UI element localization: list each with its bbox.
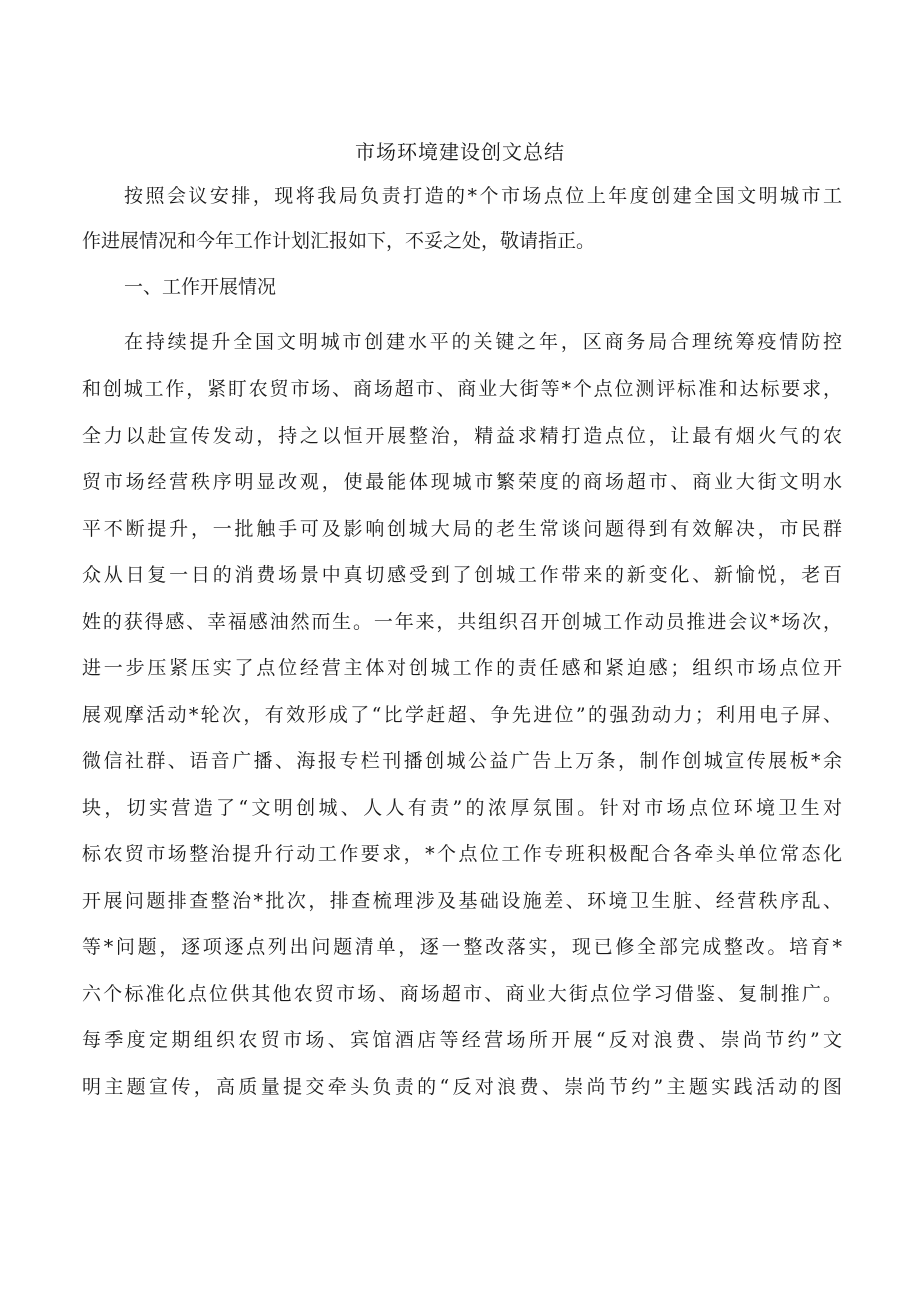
section-heading: 一、工作开展情况 <box>124 276 277 298</box>
paragraph-line: 姓的获得感、幸福感油然而生。一年来，共组织召开创城工作动员推进会议*场次， <box>82 611 842 633</box>
paragraph-line: 微信社群、语音广播、海报专栏刊播创城公益广告上万条，制作创城宣传展板*余 <box>82 750 842 772</box>
paragraph-line: 全力以赴宣传发动，持之以恒开展整治，精益求精打造点位，让最有烟火气的农 <box>82 425 842 447</box>
paragraph-line: 和创城工作，紧盯农贸市场、商场超市、商业大街等*个点位测评标准和达标要求， <box>82 378 842 400</box>
paragraph-line: 明主题宣传，高质量提交牵头负责的“反对浪费、崇尚节约”主题实践活动的图 <box>82 1076 842 1098</box>
paragraph-line: 贸市场经营秩序明显改观，使最能体现城市繁荣度的商场超市、商业大街文明水 <box>82 471 842 493</box>
document-title: 市场环境建设创文总结 <box>355 140 565 164</box>
paragraph-line: 标农贸市场整治提升行动工作要求，*个点位工作专班积极配合各牵头单位常态化 <box>82 843 842 865</box>
intro-line: 作进展情况和今年工作计划汇报如下，不妥之处，敬请指正。 <box>82 230 596 252</box>
paragraph-line: 块，切实营造了“文明创城、人人有责”的浓厚氛围。针对市场点位环境卫生对 <box>82 797 842 819</box>
paragraph-line: 开展问题排查整治*批次，排查梳理涉及基础设施差、环境卫生脏、经营秩序乱、 <box>82 890 842 912</box>
paragraph-line: 展观摩活动*轮次，有效形成了“比学赶超、争先进位”的强劲动力；利用电子屏、 <box>82 704 842 726</box>
paragraph-line: 平不断提升，一批触手可及影响创城大局的老生常谈问题得到有效解决，市民群 <box>82 518 842 540</box>
intro-line: 按照会议安排，现将我局负责打造的*个市场点位上年度创建全国文明城市工 <box>124 185 842 207</box>
paragraph-line: 在持续提升全国文明城市创建水平的关键之年，区商务局合理统筹疫情防控 <box>124 331 842 353</box>
paragraph-line: 众从日复一日的消费场景中真切感受到了创城工作带来的新变化、新愉悦，老百 <box>82 564 842 586</box>
paragraph-line: 六个标准化点位供其他农贸市场、商场超市、商业大街点位学习借鉴、复制推广。 <box>82 983 842 1005</box>
paragraph-line: 进一步压紧压实了点位经营主体对创城工作的责任感和紧迫感；组织市场点位开 <box>82 657 842 679</box>
paragraph-line: 每季度定期组织农贸市场、宾馆酒店等经营场所开展“反对浪费、崇尚节约”文 <box>82 1029 842 1051</box>
paragraph-line: 等*问题，逐项逐点列出问题清单，逐一整改落实，现已修全部完成整改。培育* <box>82 936 842 958</box>
